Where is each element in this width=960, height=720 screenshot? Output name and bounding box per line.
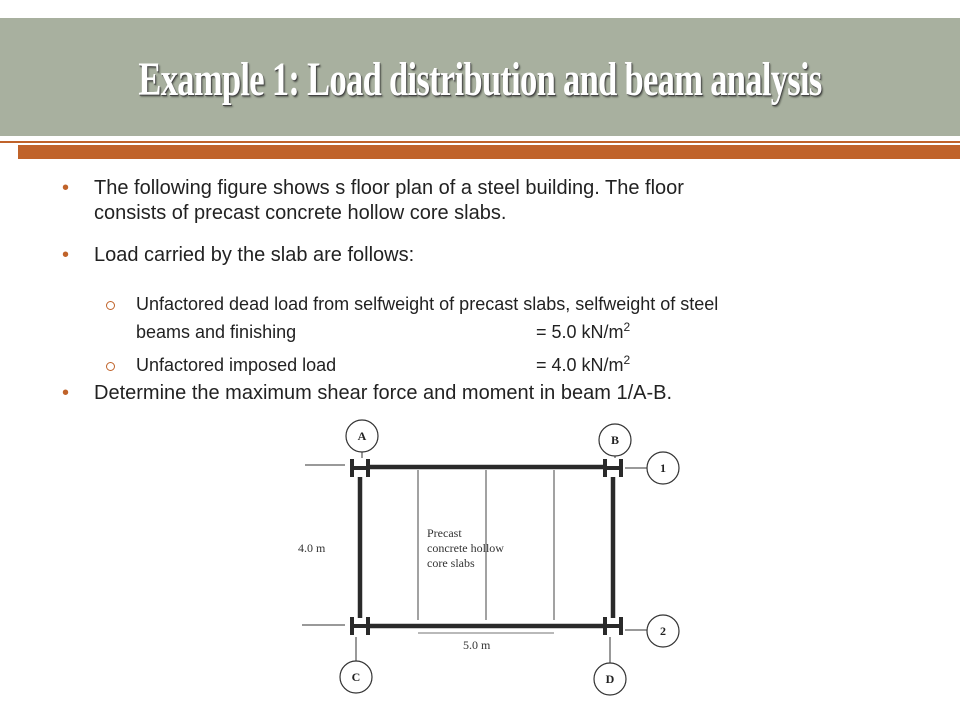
- subitem-dead-load: [104, 290, 718, 346]
- load-value: [536, 351, 630, 379]
- bullet-task: [62, 381, 672, 406]
- accent-stripe-thick: [18, 145, 960, 159]
- dimension-vertical: 4.0 m: [298, 541, 326, 555]
- load-value: [536, 318, 630, 346]
- grid-label-c: C: [351, 670, 361, 684]
- slab-label-line: Precast: [427, 526, 462, 540]
- load-value-exponent: 2: [623, 320, 631, 334]
- bullet-figure-description: [62, 176, 684, 226]
- floor-plan-figure: [290, 415, 690, 700]
- accent-stripe-thin: [0, 141, 960, 143]
- subitem-text-line: Unfactored dead load from selfweight of precast slabs, selfweight of steel: [136, 294, 719, 314]
- bullet-load-intro: [62, 243, 414, 268]
- subitem-text-line: [136, 351, 631, 379]
- bullet-text: • Determine the maximum shear force and moment in beam 1/A-B.: [94, 382, 673, 404]
- grid-label-a: A: [357, 429, 367, 443]
- grid-label-d: D: [605, 672, 615, 686]
- load-value-text: = 5.0 kN/m: [536, 322, 624, 342]
- grid-label-b: B: [610, 433, 620, 447]
- subitem-label: beams and finishing: [136, 322, 297, 342]
- slide-title: Example 1: Load distribution and beam analysis: [138, 53, 822, 106]
- load-value-text: = 4.0 kN/m: [536, 355, 624, 375]
- dimension-horizontal: 5.0 m: [463, 638, 491, 652]
- subitem-label: Unfactored imposed load: [136, 355, 337, 375]
- subitem-imposed-load: [104, 351, 631, 379]
- load-value-exponent: 2: [623, 353, 631, 367]
- bullet-text-line: consists of precast concrete hollow core slabs.: [94, 202, 507, 224]
- slab-label-line: core slabs: [427, 556, 475, 570]
- bullet-text: • Load carried by the slab are follows:: [94, 244, 415, 266]
- subitem-text-line: [136, 318, 718, 346]
- grid-label-2: 2: [660, 624, 666, 638]
- grid-label-1: 1: [660, 461, 666, 475]
- slab-label-line: concrete hollow: [427, 541, 504, 555]
- bullet-text-line: • The following figure shows s floor plan of a steel building. The floor: [94, 177, 684, 199]
